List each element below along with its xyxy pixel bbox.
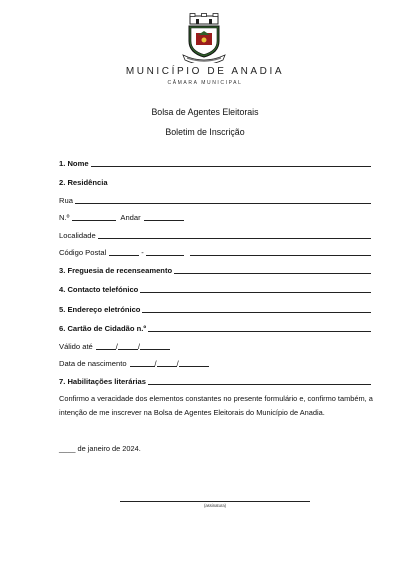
council-name: CÂMARA MUNICIPAL xyxy=(167,80,243,86)
localidade-label: Localidade xyxy=(59,231,96,240)
codigo-postal-locality-field[interactable] xyxy=(190,247,371,256)
localidade-field[interactable] xyxy=(98,230,371,239)
nome-label: 1. Nome xyxy=(59,159,89,168)
habilitacoes-label: 7. Habilitações literárias xyxy=(59,377,146,386)
codigo-postal-row xyxy=(59,245,371,257)
localidade-row xyxy=(59,228,371,240)
habilitacoes-row xyxy=(59,374,371,386)
nascimento-sep-2: / xyxy=(176,359,179,368)
municipal-crest-icon xyxy=(181,13,227,63)
nascimento-sep-1: / xyxy=(154,359,157,368)
nome-row xyxy=(59,156,371,168)
residencia-row xyxy=(59,175,371,187)
valido-row xyxy=(59,339,371,351)
codigo-postal-field-1[interactable] xyxy=(109,247,139,256)
codigo-postal-separator: - xyxy=(141,248,144,257)
signature-caption: (assinatura) xyxy=(203,503,227,508)
valido-sep-1: / xyxy=(115,342,118,351)
codigo-postal-field-2[interactable] xyxy=(146,247,184,256)
nascimento-month-field[interactable] xyxy=(154,358,177,368)
freguesia-field[interactable] xyxy=(174,265,371,274)
declaration-text: Confirmo a veracidade dos elementos constantes no presente formulário e, confirmo também, a intenção de me inscrever na Bolsa de Agentes Eleitorais do Município de Anadia. xyxy=(59,394,373,418)
freguesia-label: 3. Freguesia de recenseamento xyxy=(59,266,173,275)
habilitacoes-field[interactable] xyxy=(148,376,371,385)
date-line[interactable]: ____ de janeiro de 2024. xyxy=(59,444,141,453)
valido-sep-2: / xyxy=(137,342,141,351)
valido-month-field[interactable] xyxy=(115,341,141,351)
signature-line[interactable] xyxy=(120,501,310,502)
valido-day-field[interactable] xyxy=(96,341,116,350)
andar-field[interactable] xyxy=(144,212,184,221)
residencia-label: 2. Residência xyxy=(59,178,108,187)
valido-year-field[interactable] xyxy=(137,341,170,351)
email-label: 5. Endereço eletrónico xyxy=(59,305,141,314)
municipality-name: MUNICÍPIO DE ANADIA xyxy=(125,66,285,77)
numero-andar-row xyxy=(59,210,371,222)
freguesia-row xyxy=(59,263,371,275)
rua-row xyxy=(59,193,371,205)
contacto-label: 4. Contacto telefónico xyxy=(59,285,139,294)
document-title: Bolsa de Agentes Eleitorais xyxy=(151,107,259,117)
cartao-label: 6. Cartão de Cidadão n.º xyxy=(59,324,147,333)
andar-label: Andar xyxy=(120,213,141,222)
nascimento-day-field[interactable] xyxy=(130,358,155,367)
nome-field[interactable] xyxy=(91,158,371,167)
nascimento-year-field[interactable] xyxy=(176,358,209,368)
rua-field[interactable] xyxy=(75,195,371,204)
cartao-row xyxy=(59,321,371,333)
nascimento-label: Data de nascimento xyxy=(59,359,127,368)
contacto-field[interactable] xyxy=(140,284,371,293)
email-row xyxy=(59,302,371,314)
document-subtitle: Boletim de Inscrição xyxy=(165,127,245,137)
rua-label: Rua xyxy=(59,196,73,205)
email-field[interactable] xyxy=(142,304,371,313)
valido-label: Válido até xyxy=(59,342,93,351)
nascimento-row xyxy=(59,356,371,368)
numero-field[interactable] xyxy=(72,212,116,221)
numero-label: N.º xyxy=(59,213,70,222)
cartao-field[interactable] xyxy=(148,323,371,332)
codigo-postal-label: Código Postal xyxy=(59,248,107,257)
contacto-row xyxy=(59,282,371,294)
